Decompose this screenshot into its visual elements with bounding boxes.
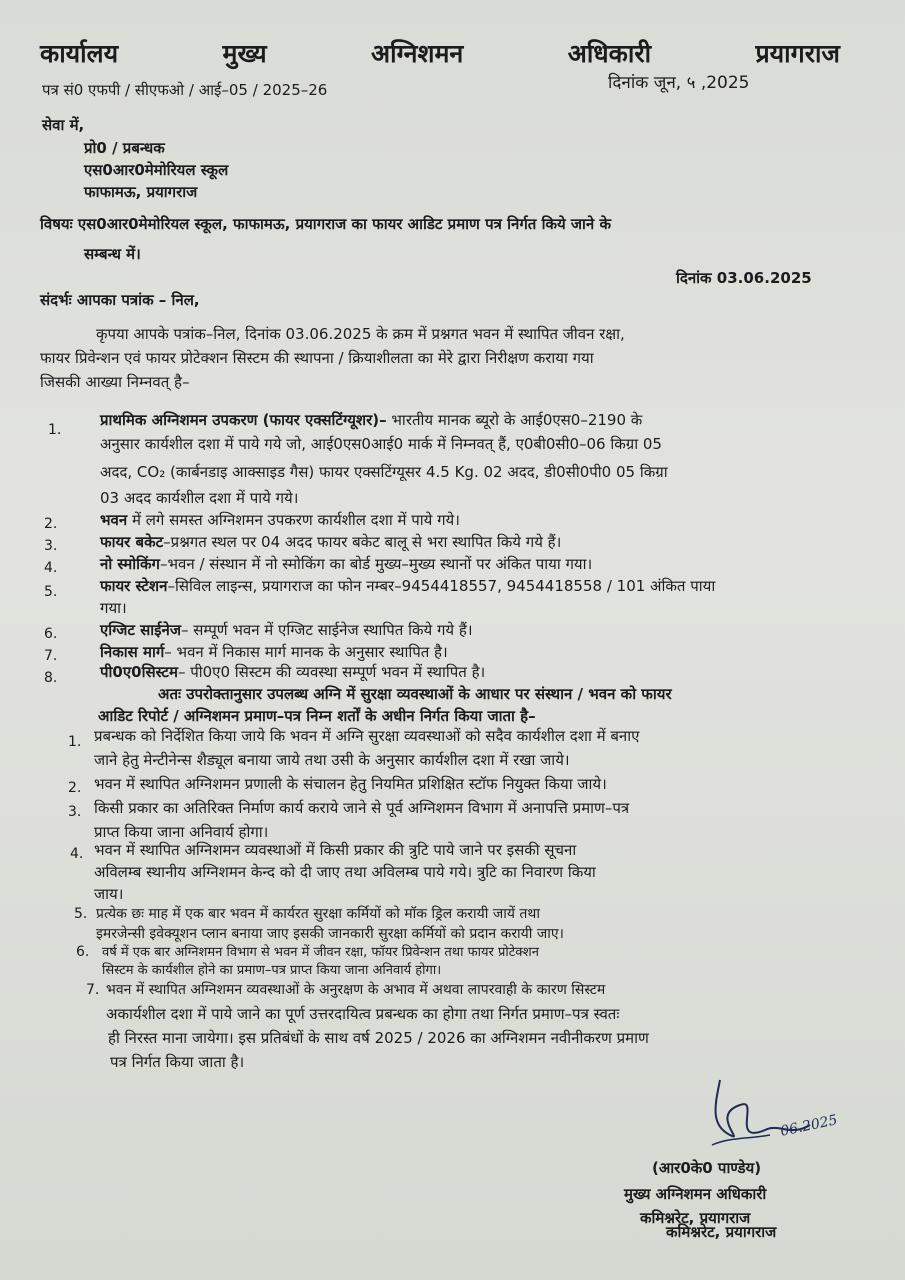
item-2-text: में लगे समस्त अग्निशमन उपकरण कार्यशील दशा में पाये गये। <box>132 511 460 529</box>
condition-2-number: 2. <box>68 780 82 796</box>
item-5-title: फायर स्टेशन <box>100 577 168 595</box>
condition-2-line-1: भवन में स्थापित अग्निशमन प्रणाली के संचालन हेतु नियमित प्रशिक्षित स्टॉफ नियुक्त किया जाये। <box>94 775 607 793</box>
item-1-text: भारतीय मानक ब्यूरो के आई0एस0–2190 के <box>391 411 643 429</box>
letter-header <box>40 36 840 70</box>
item-5-number: 5. <box>44 584 58 600</box>
condition-6-number: 6. <box>76 944 90 960</box>
handwritten-date: 06.2025 <box>778 1112 839 1140</box>
conclusion-line-2: आडिट रिपोर्ट / अग्निशमन प्रमाण–पत्र निम्न शर्तों के अधीन निर्गत किया जाता है– <box>98 707 536 725</box>
item-4-number: 4. <box>44 560 58 576</box>
condition-7-number: 7. <box>86 982 100 998</box>
header-office: कार्यालय <box>40 39 119 68</box>
condition-1-line-1: प्रबन्धक को निर्देशित किया जाये कि भवन में अग्नि सुरक्षा व्यवस्थाओं को सदैव कार्यशील दशा में बनाए <box>94 727 640 745</box>
condition-7-line-1: भवन में स्थापित अग्निशमन व्यवस्थाओं के अनुरक्षण के अभाव में अथवा लापरवाही के कारण सिस्टम <box>106 982 606 998</box>
addressee-line-1: प्रो0 / प्रबन्धक <box>84 139 165 157</box>
addressee-line-2: एस0आर0मेमोरियल स्कूल <box>84 161 229 179</box>
intro-line-3: जिसकी आख्या निम्नवत् है– <box>40 373 190 391</box>
condition-4-line-2: अविलम्ब स्थानीय अग्निशमन केन्द को दी जाए तथा अविलम्ब पाये गये। त्रुटि का निवारण किया <box>94 863 596 881</box>
item-7-text: – भवन में निकास मार्ग मानक के अनुसार स्थापित है। <box>164 643 448 661</box>
condition-5-line-1: प्रत्येक छः माह में एक बार भवन में कार्यरत सुरक्षा कर्मियों को मॉक ड्रिल करायी जायें तथा <box>96 906 540 922</box>
item-6-number: 6. <box>44 626 58 642</box>
reference-line: संदर्भः आपका पत्रांक – निल, <box>40 291 200 309</box>
condition-4-number: 4. <box>70 846 84 862</box>
condition-3-number: 3. <box>68 804 82 820</box>
condition-6-line-2: सिस्टम के कार्यशील होने का प्रमाण–पत्र प्राप्त किया जाना अनिवार्य होगा। <box>102 963 442 978</box>
item-6-title: एग्जिट साईनेज <box>100 621 181 639</box>
item-6-text: – सम्पूर्ण भवन में एग्जिट साईनेज स्थापित किये गये हैं। <box>181 621 473 639</box>
item-1-line-2: अनुसार कार्यशील दशा में पाये गये जो, आई0एस0आई0 मार्क में निम्नवत् हैं, ए0बी0सी0–06 किग्रा 05 <box>100 435 662 453</box>
item-2-title: भवन <box>100 511 128 529</box>
condition-7-line-3: ही निरस्त माना जायेगा। इस प्रतिबंधों के साथ वर्ष 2025 / 2026 का अग्निशमन नवीनीकरण प्रमाण <box>108 1029 649 1047</box>
condition-1-line-2: जाने हेतु मेन्टीनेन्स शैड्यूल बनाया जाये तथा उसी के अनुसार कार्यशील दशा में रखा जाये। <box>94 751 570 769</box>
header-city: प्रयागराज <box>755 39 840 68</box>
addressee-salutation: सेवा में, <box>42 116 85 134</box>
item-3-title: फायर बकेट <box>100 533 164 551</box>
condition-5-line-2: इमरजेन्सी इवेक्यूशन प्लान बनाया जाए इसकी जानकारी सुरक्षा कर्मियों को प्रदान करायी जाए। <box>96 926 564 942</box>
subject-line-1: विषयः एस0आर0मेमोरियल स्कूल, फाफामऊ, प्रयागराज का फायर आडिट प्रमाण पत्र निर्गत किये जाने के <box>40 215 611 233</box>
condition-4-line-3: जाय। <box>94 885 124 903</box>
item-1-number: 1. <box>48 422 62 438</box>
condition-7-line-4: पत्र निर्गत किया जाता है। <box>110 1053 245 1071</box>
item-3-text: –प्रश्नगत स्थल पर 04 अदद फायर बकेट बालू से भरा स्थापित किये गये हैं। <box>163 533 562 551</box>
item-5-text: –सिविल लाइन्स, प्रयागराज का फोन नम्बर–9454418557, 9454418558 / 101 अंकित पाया <box>167 577 716 595</box>
item-4-text: –भवन / संस्थान में नो स्मोकिंग का बोर्ड मुख्य–मुख्य स्थानों पर अंकित पाया गया। <box>159 555 593 573</box>
intro-line-2: फायर प्रिवेन्शन एवं फायर प्रोटेक्शन सिस्टम की स्थापना / क्रियाशीलता का मेरे द्वारा निरीक्षण कराया गया <box>40 349 594 367</box>
conclusion-line-1: अतः उपरोक्तानुसार उपलब्ध अग्नि में सुरक्षा व्यवस्थाओं के आधार पर संस्थान / भवन को फायर <box>158 685 672 703</box>
item-1-line-4: 03 अदद कार्यशील दशा में पाये गये। <box>100 489 299 507</box>
item-3-number: 3. <box>44 538 58 554</box>
item-7-title: निकास मार्ग <box>100 643 165 661</box>
item-5-line-2: गया। <box>100 599 127 617</box>
signatory-office-overlap: कमिश्नरेट, प्रयागराज <box>640 1209 751 1227</box>
condition-6-line-1: वर्ष में एक बार अग्निशमन विभाग से भवन में जीवन रक्षा, फॉयर प्रिवेन्शन तथा फायर प्रोटेक्शन <box>102 945 539 960</box>
condition-1-number: 1. <box>68 734 82 750</box>
condition-7-line-2: अकार्यशील दशा में पाये जाने का पूर्ण उत्तरदायित्व प्रबन्धक का होगा तथा निर्गत प्रमाण–पत्र स्वतः <box>106 1005 620 1023</box>
addressee-line-3: फाफामऊ, प्रयागराज <box>84 183 198 201</box>
letter-date-main: दिनांक 03.06.2025 <box>676 269 812 287</box>
item-8-number: 8. <box>44 670 58 686</box>
signatory-name: (आर0के0 पाण्डेय) <box>652 1159 762 1177</box>
reference-number: पत्र सं0 एफपी / सीएफओ / आई–05 / 2025–26 <box>42 81 328 99</box>
condition-5-number: 5. <box>74 906 88 922</box>
intro-line-1: कृपया आपके पत्रांक–निल, दिनांक 03.06.2025 के क्रम में प्रश्नगत भवन में स्थापित जीवन रक्षा, <box>96 325 625 343</box>
condition-3-line-1: किसी प्रकार का अतिरिक्त निर्माण कार्य कराये जाने से पूर्व अग्निशमन विभाग में अनापत्ति प्रमाण–पत्र <box>94 799 630 817</box>
header-fire: अग्निशमन <box>371 39 464 68</box>
signatory-designation: मुख्य अग्निशमन अधिकारी <box>624 1185 767 1203</box>
item-2-number: 2. <box>44 516 58 532</box>
item-4-title: नो स्मोकिंग <box>100 555 160 573</box>
condition-4-line-1: भवन में स्थापित अग्निशमन व्यवस्थाओं में किसी प्रकार की त्रुटि पाये जाने पर इसकी सूचना <box>94 841 577 859</box>
item-1-title: प्राथमिक अग्निशमन उपकरण (फायर एक्सटिंग्यूशर)– <box>100 411 387 429</box>
signatory-office: कमिश्नरेट, प्रयागराज <box>666 1223 777 1241</box>
subject-line-2: सम्बन्ध में। <box>84 245 141 263</box>
item-8-text: – पी0ए0 सिस्टम की व्यवस्था सम्पूर्ण भवन में स्थापित है। <box>177 663 486 681</box>
letter-date-top: दिनांक जून, ५ ,2025 <box>608 73 750 93</box>
item-7-number: 7. <box>44 648 58 664</box>
condition-3-line-2: प्राप्त किया जाना अनिवार्य होगा। <box>94 823 269 841</box>
item-1-line-3: अदद, CO₂ (कार्बनडाइ आक्साइड गैस) फायर एक्सटिंग्यूसर 4.5 Kg. 02 अदद, डी0सी0पी0 05 किग्रा <box>100 463 668 481</box>
header-chief: मुख्य <box>222 39 267 68</box>
item-8-title: पी0ए0सिस्टम <box>100 663 178 681</box>
header-officer: अधिकारी <box>567 39 652 68</box>
